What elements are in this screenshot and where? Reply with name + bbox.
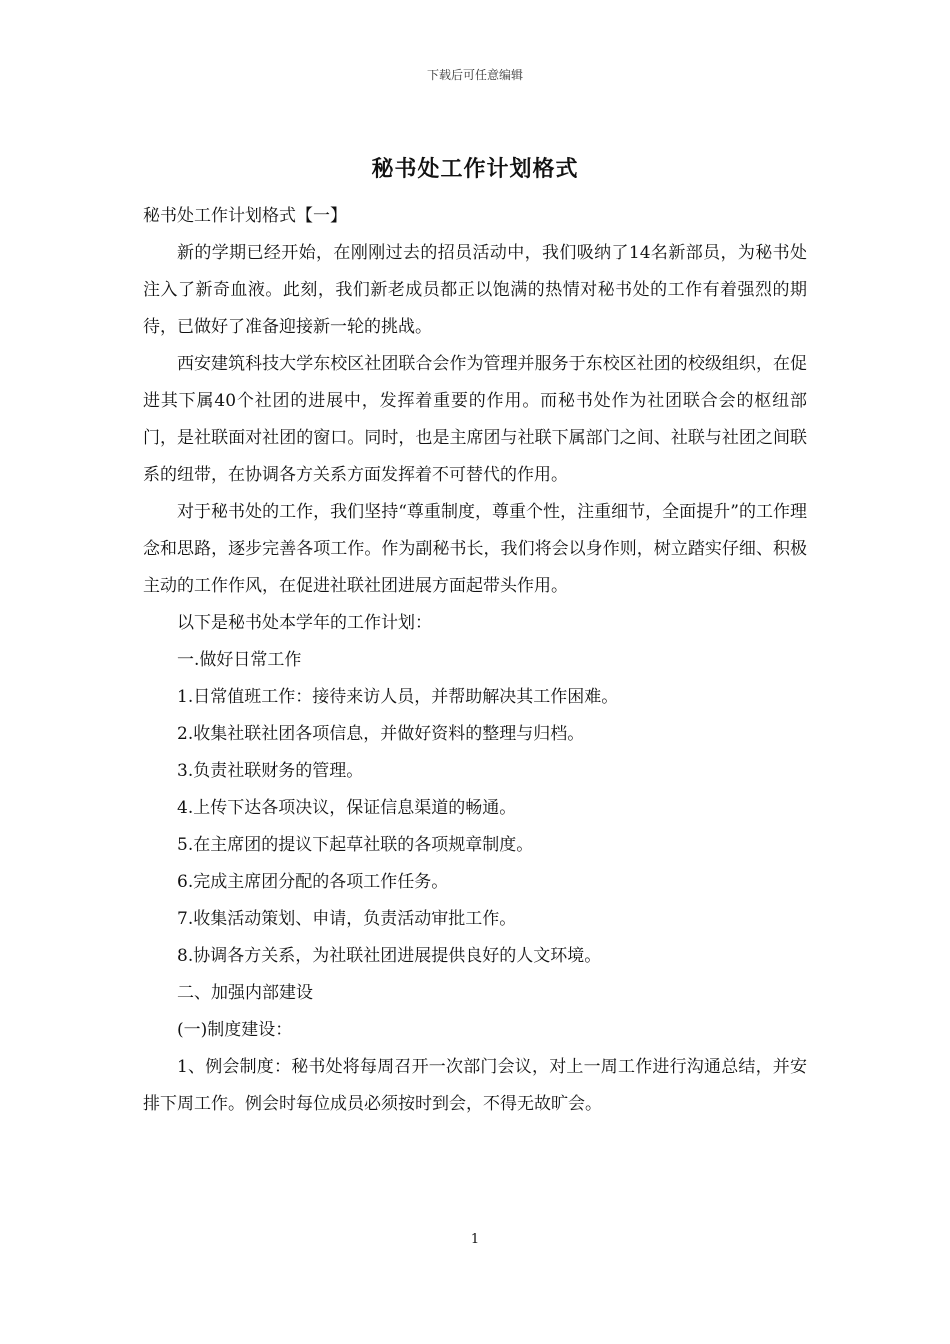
list-item: 8.协调各方关系，为社联社团进展提供良好的人文环境。 [177,946,602,966]
paragraph: 新的学期已经开始，在刚刚过去的招员活动中，我们吸纳了14名新部员，为秘书处注入了新奇血液。此刻，我们新老成员都正以饱满的热情对秘书处的工作有着强烈的期待，已做好了准备迎接新一轮的挑战。 [143,243,807,337]
list-item: 7.收集活动策划、申请，负责活动审批工作。 [177,909,517,929]
list-item: 4.上传下达各项决议，保证信息渠道的畅通。 [177,798,517,818]
list-item: 1.日常值班工作：接待来访人员，并帮助解决其工作困难。 [177,687,619,707]
document-title: 秘书处工作计划格式 [371,156,579,182]
paragraph: 西安建筑科技大学东校区社团联合会作为管理并服务于东校区社团的校级组织，在促进其下属40个社团的进展中，发挥着重要的作用。而秘书处作为社团联合会的枢纽部门，是社联面对社团的窗口。同时，也是主席团与社联下属部门之间、社联与社团之间联系的纽带，在协调各方关系方面发挥着不可替代的作用。 [143,354,807,485]
list-item: 5.在主席团的提议下起草社联的各项规章制度。 [177,835,534,855]
paragraph: 对于秘书处的工作，我们坚持“尊重制度，尊重个性，注重细节，全面提升”的工作理念和思路，逐步完善各项工作。作为副秘书长，我们将会以身作则，树立踏实仔细、积极主动的工作作风，在促进社联社团进展方面起带头作用。 [143,502,807,596]
part-two-heading: 二、加强内部建设 [177,983,313,1003]
subsection-heading: (一)制度建设： [177,1020,293,1040]
paragraph: 以下是秘书处本学年的工作计划： [177,613,432,633]
list-item: 6.完成主席团分配的各项工作任务。 [177,872,449,892]
page-header-note: 下载后可任意编辑 [426,68,523,82]
list-item: 3.负责社联财务的管理。 [177,761,364,781]
page-number: 1 [470,1232,480,1247]
document-body [143,198,807,1123]
list-item: 2.收集社联社团各项信息，并做好资料的整理与归档。 [177,724,585,744]
part-one-heading: 一.做好日常工作 [177,650,302,670]
section-heading: 秘书处工作计划格式【一】 [143,206,347,226]
paragraph: 1、例会制度：秘书处将每周召开一次部门会议，对上一周工作进行沟通总结，并安排下周工作。例会时每位成员必须按时到会，不得无故旷会。 [143,1057,807,1114]
